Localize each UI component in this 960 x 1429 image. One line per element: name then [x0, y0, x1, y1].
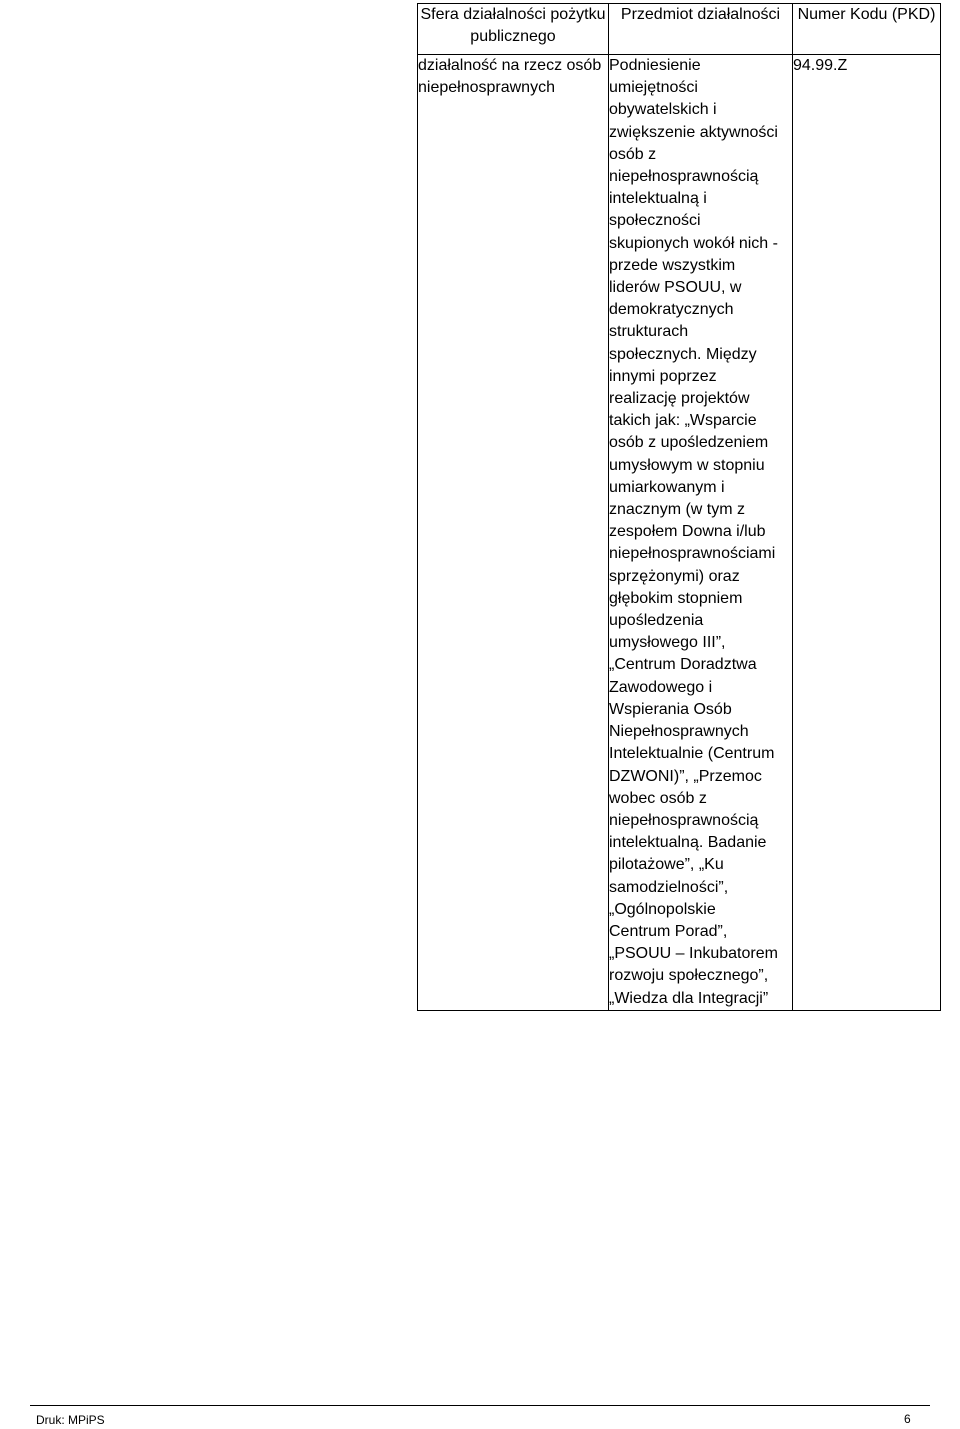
- cell-sfera: działalność na rzecz osób niepełnosprawnych: [418, 55, 609, 1011]
- header-sfera: Sfera działalności pożytku publicznego: [418, 4, 609, 55]
- table-row: [418, 55, 941, 1011]
- table-header-row: [418, 4, 941, 55]
- header-kod: Numer Kodu (PKD): [793, 4, 941, 55]
- header-przedmiot: Przedmiot działalności: [609, 4, 793, 55]
- cell-kod: 94.99.Z: [793, 55, 941, 1011]
- footer-print-label: Druk: MPiPS: [36, 1413, 105, 1427]
- footer-divider: [30, 1405, 930, 1406]
- pkd-table: [417, 3, 941, 1011]
- page-number: 6: [904, 1412, 911, 1426]
- cell-przedmiot: Podniesienie umiejętności obywatelskich i zwiększenie aktywności osób z niepełnosprawnością intelektualną i społeczności skupionych wokół nich - przede wszystkim liderów PSOUU, w demokratycznych strukturach społecznych. Między innymi poprzez realizację projektów takich jak: „Wsparcie osób z upośledzeniem umysłowym w stopniu umiarkowanym i znacznym (w tym z zespołem Downa i/lub niepełnosprawnościami sprzężonymi) oraz głębokim stopniem upośledzenia umysłowego III”, „Centrum Doradztwa Zawodowego i Wspierania Osób Niepełnosprawnych Intelektualnie (Centrum DZWONI)”, „Przemoc wobec osób z niepełnosprawnością intelektualną. Badanie pilotażowe”, „Ku samodzielności”, „Ogólnopolskie Centrum Porad”, „PSOUU – Inkubatorem rozwoju społecznego”, „Wiedza dla Integracji”: [609, 55, 793, 1011]
